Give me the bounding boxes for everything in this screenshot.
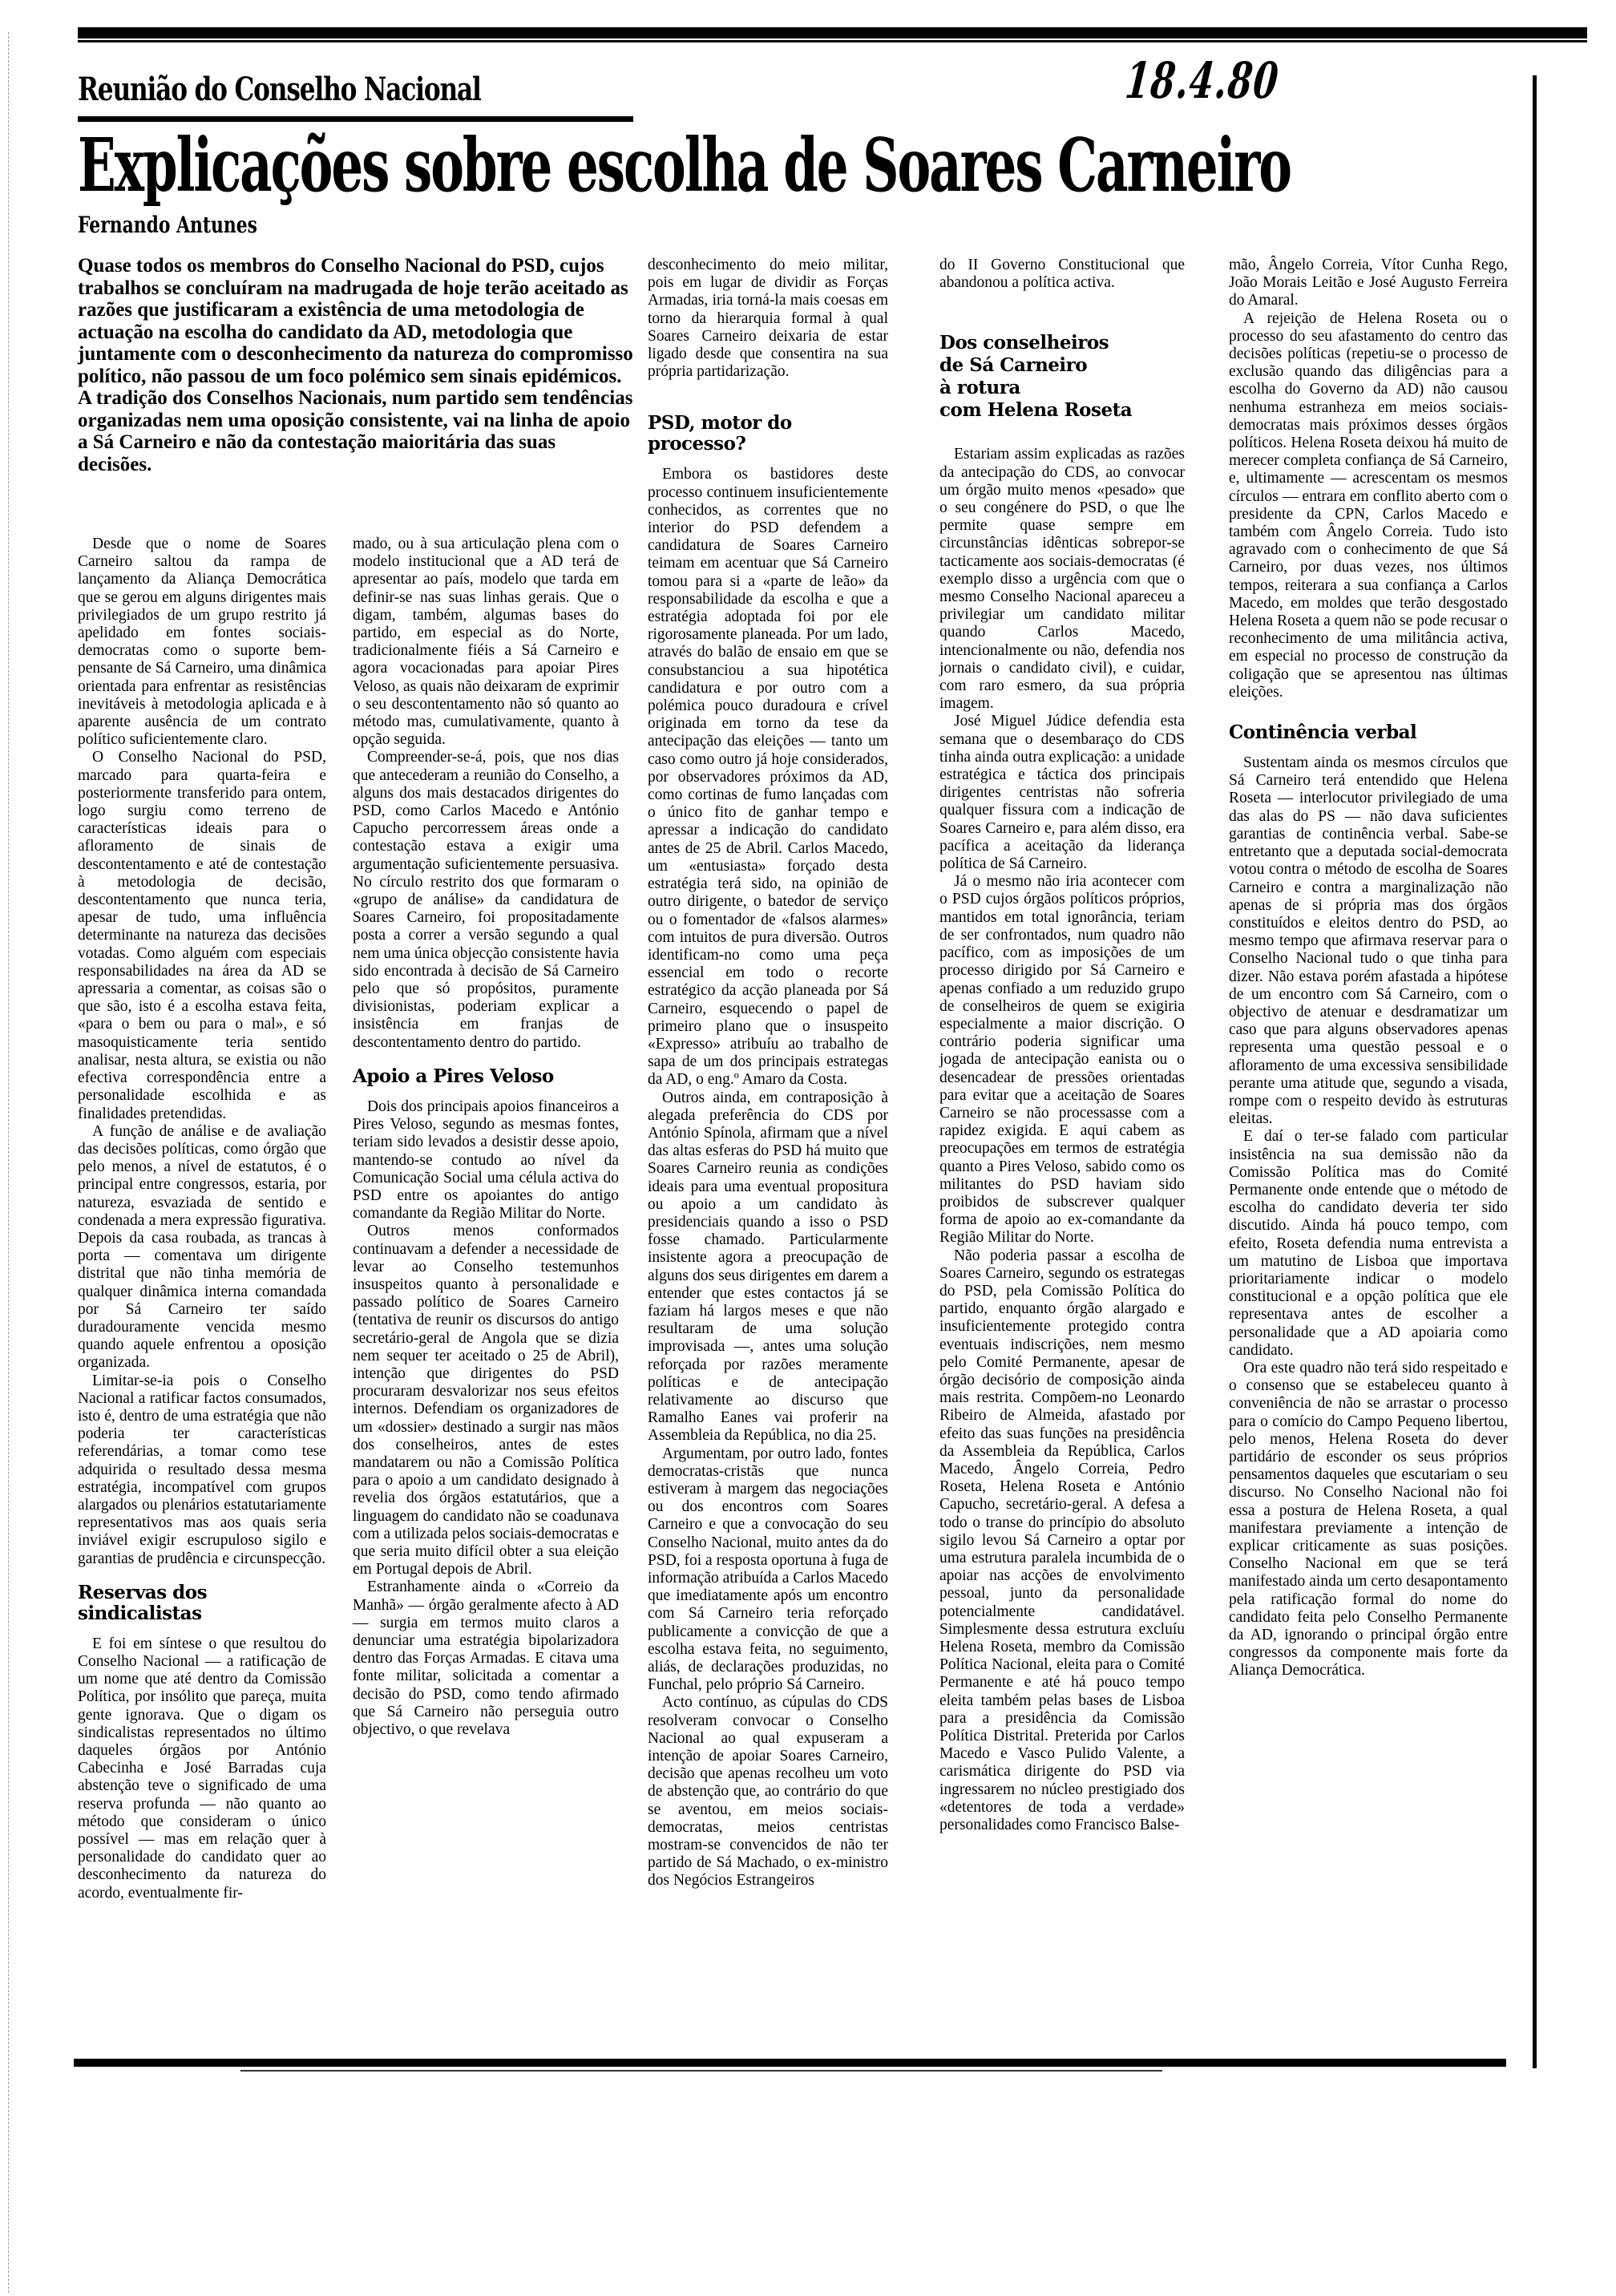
paragraph: Acto contínuo, as cúpulas do CDS resolveram convocar o Conselho Nacional ao qual expuseram a intenção de apoiar Soares Carneiro, decisão que apenas recolheu um voto de abstenção que, ao contrário do que se aventou, em meios sociais-democratas, meios centristas mostram-se convencidos de não ter partido de Sá Machado, o ex-ministro dos Negócios Estrangeiros bbox=[648, 1694, 888, 1890]
paragraph: Outros ainda, em contraposição à alegada preferência do CDS por António Spínola, afirmam que a nível das altas esferas do PSD há muito que Soares Carneiro reunia as condições ideais para uma eventual propositura ou apoio a um candidato às presidenciais quando a isso o PSD fosse chamado. Particularmente insistente agora a preocupação de alguns dos seus dirigentes em darem a entender que estes contactos já se faziam há largos meses e que não resultaram de uma solução improvisada —, antes uma solução reforçada por razões meramente políticas e de antecipação relativamente ao discurso que Ramalho Eanes vai proferir na Assembleia da República, no dia 25. bbox=[648, 1089, 888, 1445]
paragraph: desconhecimento do meio militar, pois em lugar de dividir as Forças Armadas, iria torná-la mais coesas em torno da hierarquia formal à qual Soares Carneiro deixaria de estar ligado desde que consentira na sua própria partidarização. bbox=[648, 257, 888, 381]
headline: Explicações sobre escolha de Soares Carneiro bbox=[78, 122, 1291, 208]
scan-edge bbox=[8, 32, 10, 2293]
paragraph: do II Governo Constitucional que abandonou a política activa. bbox=[939, 257, 1185, 292]
paragraph: mão, Ângelo Correia, Vítor Cunha Rego, João Morais Leitão e José Augusto Ferreira do Amaral. bbox=[1229, 257, 1508, 309]
kicker-rule bbox=[78, 116, 633, 122]
kicker: Reunião do Conselho Nacional bbox=[78, 71, 481, 108]
paragraph: E daí o ter-se falado com particular insistência na sua demissão não da Comissão Política mas do Comité Permanente onde entende que o método de escolha do candidato deveria ter sido discutido. Ainda há pouco tempo, com efeito, Roseta defendia numa entrevista a um matutino de Lisboa que importava prioritariamente indicar o modelo constitucional e a opção política que ele representava antes de escolher a personalidade que a AD apoiaria como candidato. bbox=[1229, 1128, 1508, 1359]
subheading: Reservas dos sindicalistas bbox=[78, 1581, 208, 1624]
paragraph: A rejeição de Helena Roseta ou o processo do seu afastamento do centro das decisões políticas (repetiu-se o processo de exclusão quando das diligências para a escolha do Governo da AD) não causou nenhuma estranheza em meios sociais-democratas mais próximos desses órgãos políticos. Helena Roseta deixou há muito de merecer completa confiança de Sá Carneiro, e, ultimamente — acrescentam os mesmos círculos — entrara em conflito aberto com o presidente da CPN, Carlos Macedo e também com Ângelo Correia. Tudo isto agravado com o conhecimento de que Sá Carneiro, por duas vezes, nos últimos tempos, reiterara a sua confiança a Carlos Macedo, em moldes que terão desgostado Helena Roseta a quem não se pode recusar o reconhecimento de uma militância activa, em especial no processo de construção da coligação que se apresentou nas últimas eleições. bbox=[1229, 309, 1508, 701]
subheading: Continência verbal bbox=[1229, 722, 1417, 744]
paragraph: Limitar-se-ia pois o Conselho Nacional a ratificar factos consumados, isto é, dentro de uma estratégia que não poderia ter características referendárias, a tomar como tese adquirida o resultado dessa mesma estratégia, incompatível com grupos alargados ou plenários estatutariamente representativos mas aos quais seria inviável exigir escrupuloso sigilo e garantias de prudência e circunspecção. bbox=[78, 1372, 326, 1567]
column-2 bbox=[353, 536, 619, 1739]
paragraph: O Conselho Nacional do PSD, marcado para quarta-feira e posteriormente transferido para ontem, logo surgiu como terreno de características ideais para o afloramento de sinais de descontentamento e até de contestação à metodologia de decisão, descontentamento que nunca teria, apesar de tudo, uma influência determinante na natureza das decisões votadas. Como alguém com especiais responsabilidades na área da AD se apressaria a comentar, as coisas são o que são, isto é a escolha estava feita, «para o bem ou para o mal», e só masoquisticamente teria sentido analisar, nesta altura, se existia ou não efectiva correspondência entre a personalidade escolhida e as finalidades pretendidas. bbox=[78, 749, 326, 1122]
paragraph: Estranhamente ainda o «Correio da Manhã» — órgão geralmente afecto à AD — surgia em termos muito claros a denunciar uma estratégia bipolarizadora dentro das Forças Armadas. E citava uma fonte militar, solicitada a comentar a decisão do PSD, como tendo afirmado que Sá Carneiro não perseguia outro objectivo, o que revelava bbox=[353, 1578, 619, 1738]
bottom-rule bbox=[74, 2059, 1506, 2067]
subheading bbox=[939, 332, 1185, 422]
column-1 bbox=[78, 536, 326, 1902]
paragraph: Compreender-se-á, pois, que nos dias que antecederam a reunião do Conselho, a alguns dos mais destacados dirigentes do PSD, como Carlos Macedo e António Capucho percorressem áreas onde a contestação estava a exigir uma argumentação suficientemente persuasiva. No círculo restrito dos que formaram o «grupo de análise» da candidatura de Soares Carneiro, foi propositadamente posta a correr a versão segundo a qual nem uma única objecção consistente havia sido encontrada à decisão de Sá Carneiro pelo que só propósitos, puramente divisionistas, poderiam explicar a insistência em franjas de descontentamento dentro do partido. bbox=[353, 749, 619, 1051]
paragraph: Argumentam, por outro lado, fontes democratas-cristãs que nunca estiveram à margem das negociações ou dos encontros com Soares Carneiro e que a convocação do seu Conselho Nacional, muito antes da do PSD, foi a resposta oportuna à fuga de informação atribuída a Carlos Macedo que imediatamente após um encontro com Sá Carneiro teria reforçado publicamente a convicção de que a escolha estava feita, no seguimento, aliás, de declarações produzidas, no Funchal, pelo próprio Sá Carneiro. bbox=[648, 1445, 889, 1694]
subheading-line: à rotura bbox=[939, 377, 1020, 399]
bottom-rule-thin bbox=[240, 2070, 1162, 2072]
paragraph: Já o mesmo não iria acontecer com o PSD cujos órgãos políticos próprios, mantidos em total ignorância, teriam de ser confrontados, num quadro não pacífico, com as imposições de um processo dirigido por Sá Carneiro e apenas confiado a um reduzido grupo de conselheiros de quem se exigiria especialmente a maior discrição. O contrário poderia significar uma jogada de antecipação eanista ou o desencadear de pressões orientadas para evitar que a aceitação de Soares Carneiro se não processasse com a rapidez exigida. E aqui cabem as preocupações em termos de estratégia quanto a Pires Veloso, sabido como os militantes do PSD haviam sido proibidos de subscrever qualquer forma de apoio ao ex-comandante da Região Militar do Norte. bbox=[939, 873, 1185, 1247]
byline: Fernando Antunes bbox=[78, 212, 257, 238]
paragraph: Embora os bastidores deste processo continuem insuficientemente conhecidos, as correntes que no interior do PSD defendem a candidatura de Soares Carneiro teimam em acentuar que Sá Carneiro tomou para si a «parte de leão» da responsabilidade da escolha e que a estratégia adoptada foi por ele rigorosamente planeada. Por um lado, através do balão de ensaio em que se consubstanciou a sua hipotética candidatura e por outro com a polémica pouco duradoura e crível originada em torno da tese da antecipação das eleições — tanto um caso como outro já hoje considerados, por observadores próximos da AD, como cortinas de fumo lançadas com o único fito de ganhar tempo e apressar a indicação do candidato antes de 25 de Abril. Carlos Macedo, um «entusiasta» forçado desta estratégia terá sido, na opinião de outro dirigente, o batedor de serviço ou o fomentador de «falsos alarmes» com intuitos de pura diversão. Outros identificam-no como uma peça essencial em todo o recorte estratégico da acção planeada por Sá Carneiro, esquecendo o papel de primeiro plano que o insuspeito «Expresso» atribuíu ao trabalho de sapa de um dos principais estrategas da AD, o eng.º Amaro da Costa. bbox=[648, 466, 888, 1089]
handwritten-date: 18.4.80 bbox=[1122, 51, 1283, 110]
column-5 bbox=[1229, 257, 1508, 1680]
paragraph: Estariam assim explicadas as razões da antecipação do CDS, ao convocar um órgão muito menos «pesado» que o seu congénere do PSD, o que lhe permite quase sempre em circunstâncias idênticas sobrepor-se tacticamente aos sociais-democratas (é exemplo disso a urgência com que o mesmo Conselho Nacional apareceu a privilegiar um candidato militar quando Carlos Macedo, intencionalmente ou não, defendia nos jornais o candidato civil), e cuidar, com raro esmero, da sua própria imagem. bbox=[939, 446, 1185, 713]
paragraph: Sustentam ainda os mesmos círculos que Sá Carneiro terá entendido que Helena Roseta — interlocutor privilegiado de uma das alas do PS — não dava suficientes garantias de continência verbal. Sabe-se entretanto que a deputada social-democrata votou contra o método de escolha de Soares Carneiro e contra a marginalização não apenas de si própria mas dos órgãos constituídos e eleitos dentro do PSD, ao mesmo tempo que afirmava reservar para o Conselho Nacional tudo o que tinha para dizer. Não estava porém afastada a hipótese de um encontro com Sá Carneiro, com o objectivo de atenuar e desdramatizar um caso que para alguns observadores apenas representa uma questão pessoal e o afloramento de uma excessiva sensibilidade perante uma atitude que, segundo a visada, rompe com o respeito devido às estruturas eleitas. bbox=[1229, 754, 1508, 1128]
paragraph: José Miguel Júdice defendia esta semana que o desembaraço do CDS tinha ainda outra explicação: a unidade estratégica e táctica dos principais dirigentes centristas não sofreria qualquer fissura com a indicação de Soares Carneiro e, para além disso, era pacífica a aceitação da liderança política de Sá Carneiro. bbox=[939, 713, 1185, 873]
subheading-line: com Helena Roseta bbox=[939, 399, 1133, 422]
subheading-line: Dos conselheiros bbox=[939, 332, 1109, 354]
paragraph: Não poderia passar a escolha de Soares Carneiro, segundo os estrategas do PSD, pela Comissão Política do partido, enquanto órgão alargado e insuficientemente protegido contra eventuais indiscrições, nem mesmo pelo Comité Permanente, apesar de órgão decisório de composição ainda mais restrita. Compõem-no Leonardo Ribeiro de Almeida, afastado por efeito das suas funções na presidência da Assembleia da República, Carlos Macedo, Ângelo Correia, Pedro Roseta, Helena Roseta e António Capucho, secretário-geral. A defesa a todo o transe do princípio do absoluto sigilo levou Sá Carneiro a optar por uma estrutura paralela incumbida de o apoiar nas acções de envolvimento pessoal, junto da personalidade potencialmente candidatável. Simplesmente dessa estrutura excluíu Helena Roseta, membro da Comissão Política Nacional, eleita para o Comité Permanente e até há pouco tempo eleita também pelas bases de Lisboa para a presidência da Comissão Política Distrital. Preterida por Carlos Macedo e Vasco Pulido Valente, a carismática dirigente do PSD via ingressarem no núcleo prestigiado dos «detentores de toda a verdade» personalidades como Francisco Balse- bbox=[939, 1247, 1185, 1834]
subheading-line: de Sá Carneiro bbox=[939, 354, 1088, 377]
right-column-rule bbox=[1533, 75, 1537, 2068]
subheading: Apoio a Pires Veloso bbox=[353, 1065, 554, 1087]
column-4 bbox=[939, 257, 1185, 1834]
lead-paragraph: Quase todos os membros do Conselho Nacional do PSD, cujos trabalhos se concluíram na madrugada de hoje terão aceitado as razões que justificaram a existência de uma metodologia de actuação na escolha do candidato da AD, metodologia que juntamente com o desconhecimento da natureza do compromisso político, não passou de um foco polémico sem sinais epidémicos. A tradição dos Conselhos Nacionais, num partido sem tendências organizadas nem uma oposição consistente, vai na linha de apoio a Sá Carneiro e não da contestação maioritária das suas decisões. bbox=[78, 255, 633, 475]
top-rule bbox=[78, 27, 1587, 38]
subheading: PSD, motor do processo? bbox=[648, 412, 792, 455]
column-3 bbox=[648, 257, 888, 1890]
paragraph: Outros menos conformados continuavam a defender a necessidade de levar ao Conselho testemunhos insuspeitos quanto à personalidade e passado político de Soares Carneiro (tentativa de reunir os discursos do antigo secretário-geral de Angola que se dizia nem sequer ter aceitado o 25 de Abril), intenção que dirigentes do PSD procuraram desvalorizar nos seus efeitos internos. Defendiam os organizadores de um «dossier» destinado a surgir nas mãos dos conselheiros, antes de estes mandatarem ou não a Comissão Política para o apoio a um candidato designado à revelia dos órgãos estatutários, que a linguagem do candidato não se coadunava com a utilizada pelos sociais-democratas e que seria muito difícil obter a sua eleição em Portugal depois de Abril. bbox=[353, 1223, 619, 1578]
paragraph: E foi em síntese o que resultou do Conselho Nacional — a ratificação de um nome que até dentro da Comissão Política, por insólito que pareça, muita gente ignorava. Que o digam os sindicalistas representados no último daqueles órgãos por António Cabecinha e José Barradas cuja abstenção teve o significado de uma reserva profunda — não quanto ao método que consideram o único possível — mas em relação quer à personalidade do candidato quer ao desconhecimento da natureza do acordo, eventualmente fir- bbox=[78, 1635, 326, 1902]
paragraph: Ora este quadro não terá sido respeitado e o consenso que se estabeleceu quanto à conveniência de não se arrastar o processo para o comício do Campo Pequeno libertou, pelo menos, Helena Roseta do dever partidário de esconder os seus próprios pensamentos daqueles que escutariam o seu discurso. No Conselho Nacional não foi essa a postura de Helena Roseta, a qual manifestara previamente a intenção de explicar criticamente as suas posições. Conselho Nacional em que se terá manifestado ainda um certo desapontamento pela ratificação formal do nome do candidato feita pelo Conselho Permanente da AD, ignorando o principal órgão entre congressos da componente mais forte da Aliança Democrática. bbox=[1229, 1359, 1508, 1680]
paragraph: A função de análise e de avaliação das decisões políticas, como órgão que pelo menos, a nível de estatutos, é o principal entre congressos, estaria, por natureza, esvaziada de sentido e condenada a mera expressão figurativa. Depois da casa roubada, as trancas à porta — comentava um dirigente distrital que não tinha memória de qualquer dinâmica interna comandada por Sá Carneiro ter saído duradouramente vencida mesmo quando aquele enfrentou a oposição organizada. bbox=[78, 1122, 326, 1372]
top-rule-thin bbox=[78, 40, 1587, 42]
paragraph: Desde que o nome de Soares Carneiro saltou da rampa de lançamento da Aliança Democrática que se gerou em alguns dirigentes mais privilegiados de um grupo restrito já apelidado em fontes sociais-democratas como o suporte bem-pensante de Sá Carneiro, uma dinâmica orientada para enfrentar as resistências inevitáveis à metodologia aplicada e à aparente ausência de um contrato político suficientemente claro. bbox=[78, 536, 326, 749]
paragraph: mado, ou à sua articulação plena com o modelo institucional que a AD terá de apresentar ao país, modelo que tarda em definir-se nas suas linhas gerais. Que o digam, também, algumas bases do partido, em especial as do Norte, tradicionalmente fiéis a Sá Carneiro e agora vocacionadas para apoiar Pires Veloso, as quais não deixaram de exprimir o seu descontentamento não só quanto ao método mas, cumulativamente, quanto à opção seguida. bbox=[353, 536, 619, 749]
paragraph: Dois dos principais apoios financeiros a Pires Veloso, segundo as mesmas fontes, teriam sido levados a desistir desse apoio, mantendo-se contudo ao nível da Comunicação Social uma célula activa do PSD entre os apoiantes do antigo comandante da Região Militar do Norte. bbox=[353, 1097, 619, 1223]
